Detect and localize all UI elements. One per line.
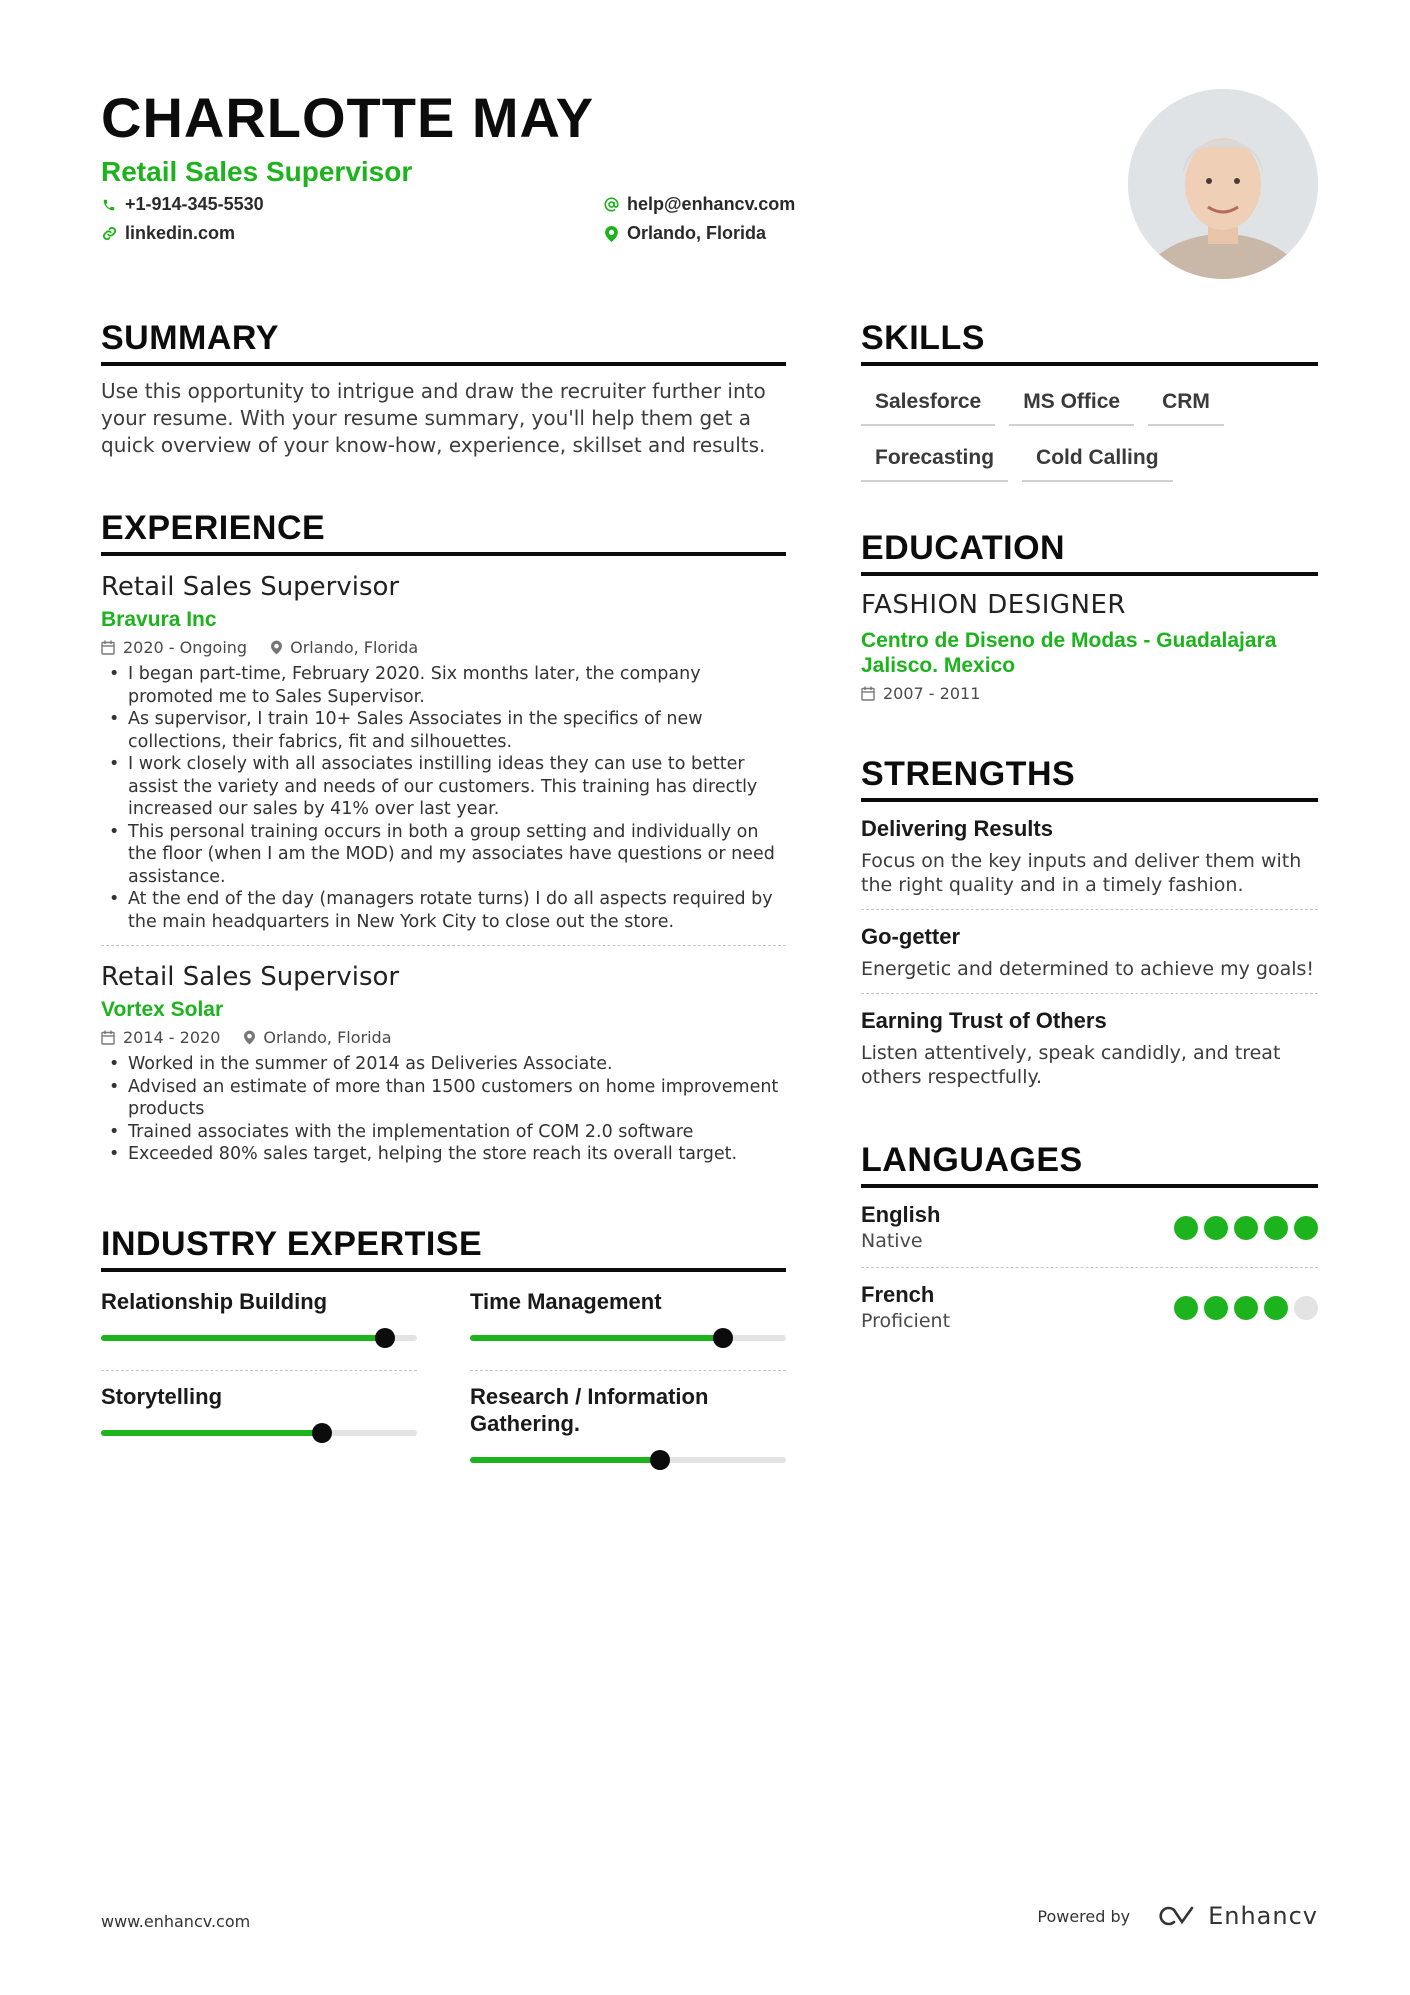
strengths-section xyxy=(861,754,1318,1101)
language-rating xyxy=(1168,1296,1318,1320)
rating-dot-filled xyxy=(1204,1216,1228,1240)
list-item: • Worked in the summer of 2014 as Deliveries Associate. xyxy=(101,1053,786,1076)
education-heading: EDUCATION xyxy=(861,528,1318,576)
languages-heading: LANGUAGES xyxy=(861,1140,1318,1188)
rating-dot-filled xyxy=(1234,1296,1258,1320)
expertise-bar xyxy=(470,1457,786,1463)
rating-dot-filled xyxy=(1264,1296,1288,1320)
location-text: Orlando, Florida xyxy=(627,223,767,243)
divider xyxy=(101,945,786,946)
language-name: English xyxy=(861,1202,941,1227)
job-entry xyxy=(101,570,786,933)
expertise-item xyxy=(470,1383,786,1463)
bar-fill xyxy=(101,1430,322,1436)
expertise-heading: INDUSTRY EXPERTISE xyxy=(101,1224,786,1272)
list-item: • I work closely with all associates instilling ideas they can use to better assist the variety and needs of our customers. This training has directly increased our sales by 41% over last year. xyxy=(101,753,786,821)
strength-title: Delivering Results xyxy=(861,816,1053,841)
contact-info xyxy=(101,194,821,258)
skills-heading: SKILLS xyxy=(861,318,1318,366)
job-meta xyxy=(101,1028,786,1047)
experience-heading: EXPERIENCE xyxy=(101,508,786,556)
summary-section xyxy=(101,318,786,459)
rating-dot-filled xyxy=(1174,1216,1198,1240)
strength-desc: Focus on the key inputs and deliver them with the right quality and in a timely fashion. xyxy=(861,850,1302,896)
job-location: Orlando, Florida xyxy=(244,1028,391,1047)
bar-fill xyxy=(470,1335,723,1341)
phone-icon xyxy=(101,197,117,213)
contact-phone[interactable] xyxy=(101,194,264,215)
rating-dot-filled xyxy=(1174,1296,1198,1320)
job-bullets xyxy=(101,1053,786,1166)
expertise-section xyxy=(101,1224,786,1472)
at-icon xyxy=(603,197,619,213)
expertise-item xyxy=(470,1288,786,1341)
bar-knob xyxy=(650,1450,670,1470)
list-item: • Exceeded 80% sales target, helping the store reach its overall target. xyxy=(101,1143,786,1166)
skill-tag: Cold Calling xyxy=(1022,436,1173,482)
profile-photo xyxy=(1128,89,1318,279)
job-role: Retail Sales Supervisor xyxy=(101,572,400,602)
phone-text: +1-914-345-5530 xyxy=(125,194,264,214)
bar-fill xyxy=(101,1335,385,1341)
rating-dot-filled xyxy=(1264,1216,1288,1240)
skills-section xyxy=(861,318,1318,492)
education-degree: FASHION DESIGNER xyxy=(861,590,1126,620)
calendar-icon xyxy=(101,1030,115,1045)
location-icon xyxy=(271,640,282,655)
skill-tag: Forecasting xyxy=(861,436,1008,482)
rating-dot-filled xyxy=(1234,1216,1258,1240)
location-icon xyxy=(603,226,619,242)
education-school: Centro de Diseno de Modas - Guadalajara Jalisco. Mexico xyxy=(861,629,1277,677)
expertise-bar xyxy=(101,1430,417,1436)
strength-item xyxy=(861,802,1318,910)
job-dates: 2020 - Ongoing xyxy=(101,638,247,657)
calendar-icon xyxy=(861,686,875,701)
skills-list xyxy=(861,380,1318,492)
expertise-grid xyxy=(101,1272,786,1472)
job-dates: 2014 - 2020 xyxy=(101,1028,220,1047)
expertise-name: Storytelling xyxy=(101,1384,223,1409)
strength-title: Earning Trust of Others xyxy=(861,1008,1107,1033)
job-location: Orlando, Florida xyxy=(271,638,418,657)
language-rating xyxy=(1168,1216,1318,1240)
rating-dot-empty xyxy=(1294,1296,1318,1320)
experience-section xyxy=(101,508,786,1166)
strength-item xyxy=(861,994,1318,1101)
bar-knob xyxy=(375,1328,395,1348)
footer-branding xyxy=(1037,1902,1318,1930)
job-bullets xyxy=(101,663,786,933)
candidate-title: Retail Sales Supervisor xyxy=(101,156,413,187)
rating-dot-filled xyxy=(1204,1296,1228,1320)
rating-dot-filled xyxy=(1294,1216,1318,1240)
skill-tag: Salesforce xyxy=(861,380,995,426)
contact-location xyxy=(603,223,766,244)
expertise-item xyxy=(101,1383,417,1436)
bar-knob xyxy=(312,1423,332,1443)
divider xyxy=(470,1370,786,1371)
bar-knob xyxy=(713,1328,733,1348)
website-text: linkedin.com xyxy=(125,223,236,243)
list-item: • As supervisor, I train 10+ Sales Associates in the specifics of new collections, their fabrics, fit and silhouettes. xyxy=(101,708,786,753)
job-entry xyxy=(101,960,786,1166)
contact-email[interactable] xyxy=(603,194,795,215)
list-item: • Trained associates with the implementation of COM 2.0 software xyxy=(101,1121,786,1144)
expertise-name: Research / Information Gathering. xyxy=(470,1384,709,1436)
email-text: help@enhancv.com xyxy=(627,194,796,214)
expertise-name: Relationship Building xyxy=(101,1289,328,1314)
enhancv-logo-icon xyxy=(1154,1904,1200,1928)
education-section xyxy=(861,528,1318,703)
divider xyxy=(101,1370,417,1371)
list-item: • Advised an estimate of more than 1500 customers on home improvement products xyxy=(101,1076,786,1121)
education-dates: 2007 - 2011 xyxy=(861,684,1318,703)
contact-website[interactable] xyxy=(101,223,235,244)
strength-title: Go-getter xyxy=(861,924,960,949)
powered-by-text: Powered by xyxy=(1037,1906,1131,1926)
resume-header xyxy=(101,86,821,258)
brand-logo[interactable] xyxy=(1154,1902,1318,1930)
list-item: • I began part-time, February 2020. Six months later, the company promoted me to Sales Supervisor. xyxy=(101,663,786,708)
skill-tag: CRM xyxy=(1148,380,1224,426)
expertise-bar xyxy=(470,1335,786,1341)
job-company: Bravura Inc xyxy=(101,608,217,631)
skill-tag: MS Office xyxy=(1009,380,1134,426)
languages-section xyxy=(861,1140,1318,1348)
list-item: • This personal training occurs in both a group setting and individually on the floor (when I am the MOD) and my associates have questions or need assistance. xyxy=(101,821,786,889)
link-icon xyxy=(101,226,117,242)
summary-text: Use this opportunity to intrigue and draw the recruiter further into your resume. With your resume summary, you'll help them get a quick overview of your know-how, experience, skillset and results. xyxy=(101,379,766,457)
job-role: Retail Sales Supervisor xyxy=(101,962,400,992)
language-item xyxy=(861,1188,1318,1268)
brand-name: Enhancv xyxy=(1208,1902,1318,1930)
summary-heading: SUMMARY xyxy=(101,318,786,366)
language-item xyxy=(861,1268,1318,1348)
strengths-heading: STRENGTHS xyxy=(861,754,1318,802)
list-item: • At the end of the day (managers rotate turns) I do all aspects required by the main headquarters in New York City to close out the store. xyxy=(101,888,786,933)
job-meta xyxy=(101,638,786,657)
language-name: French xyxy=(861,1282,935,1307)
strength-desc: Listen attentively, speak candidly, and treat others respectfully. xyxy=(861,1042,1281,1088)
location-icon xyxy=(244,1030,255,1045)
expertise-item xyxy=(101,1288,417,1341)
expertise-bar xyxy=(101,1335,417,1341)
language-level: Proficient xyxy=(861,1310,951,1332)
bar-fill xyxy=(470,1457,660,1463)
language-level: Native xyxy=(861,1230,923,1252)
strength-item xyxy=(861,910,1318,994)
strength-desc: Energetic and determined to achieve my goals! xyxy=(861,958,1315,980)
expertise-name: Time Management xyxy=(470,1289,662,1314)
candidate-name: CHARLOTTE MAY xyxy=(101,86,595,149)
footer-site-link[interactable]: www.enhancv.com xyxy=(101,1912,251,1931)
calendar-icon xyxy=(101,640,115,655)
job-company: Vortex Solar xyxy=(101,998,224,1021)
